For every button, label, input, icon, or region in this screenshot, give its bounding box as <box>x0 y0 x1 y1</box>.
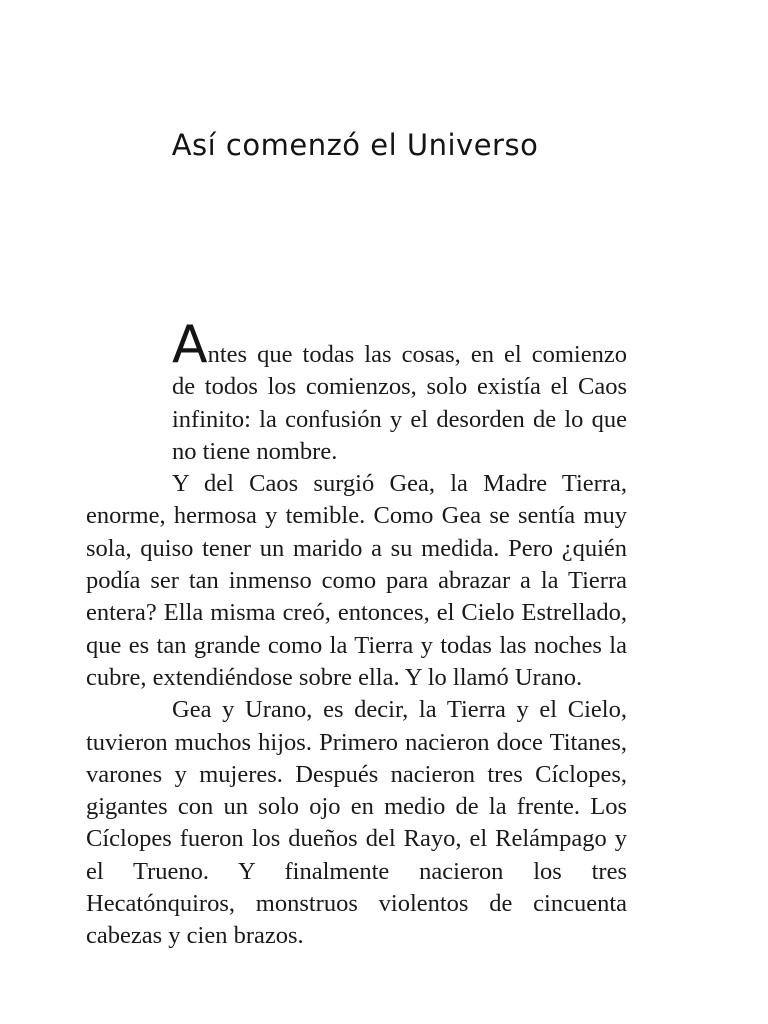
paragraph-1-text: ntes que todas las cosas, en el comienzo de todos los comienzos, solo existía el Caos infinito: la confusión y el desorden de lo que no tiene nombre. <box>172 341 627 465</box>
paragraph-2: Y del Caos surgió Gea, la Madre Tierra, enorme, hermosa y temible. Como Gea se sentía muy sola, quiso tener un marido a su medida. Pero ¿quién podía ser tan inmenso como para abrazar a la Tierra entera? Ella misma creó, entonces, el Cielo Estrellado, que es tan grande como la Tierra y todas las noches la cubre, extendiéndose sobre ella. Y lo llamó Urano. <box>86 470 627 691</box>
paragraph-3: Gea y Urano, es decir, la Tierra y el Cielo, tuvieron muchos hijos. Primero nacieron doce Titanes, varones y mujeres. Después nacieron tres Cíclopes, gigantes con un solo ojo en medio de la frente. Los Cíclopes fueron los dueños del Rayo, el Relámpago y el Trueno. Y finalmente nacieron los tres Hecatónquiros, monstruos violentos de cincuenta cabezas y cien brazos. <box>86 696 627 950</box>
chapter-body <box>86 315 627 953</box>
drop-cap: A <box>172 315 208 375</box>
chapter-title: Así comenzó el Universo <box>171 128 539 162</box>
paragraph-1 <box>86 315 627 468</box>
